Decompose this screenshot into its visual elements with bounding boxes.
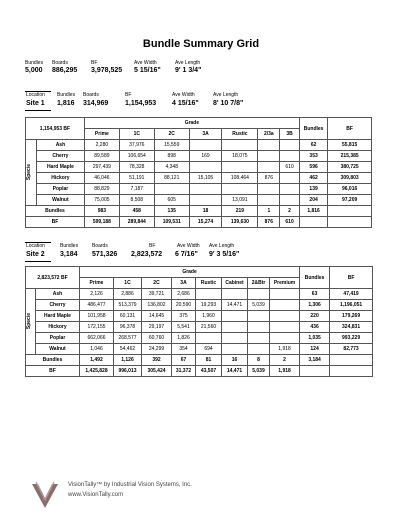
row-bf: 993,229 [330,333,373,344]
table-cell [280,195,300,206]
row-bundles: 436 [300,322,330,333]
table-row [26,322,373,333]
table-cell [189,162,222,173]
row-bf: 1,196,051 [330,300,373,311]
total-cell: 305,424 [142,366,172,377]
table-cell: 1,826 [172,333,196,344]
table-cell [189,184,222,195]
site-value-bf: 2,823,572 [131,251,163,258]
table-row [26,162,372,173]
footer-website-link[interactable]: www.VisionTally.com [68,492,124,498]
table-cell: 898 [154,151,189,162]
table-cell: 2,686 [172,289,196,300]
row-bundles: 1,035 [300,333,330,344]
row-bundles: 124 [300,344,330,355]
summary-label-bundles: Bundles [25,60,44,66]
table-row [26,311,373,322]
row-label: Cherry [36,300,80,311]
row-label: Hickory [36,173,84,184]
table-row [26,151,372,162]
table-row [26,173,372,184]
site-label-ave-length: Ave Length [209,243,235,249]
totals-bundles-row [26,355,373,366]
site-value-ave-width: 6 7/16" [175,251,198,258]
table-cell: 18,075 [222,151,258,162]
table-cell [222,162,258,173]
row-label: Hard Maple [36,162,84,173]
table-row [26,333,373,344]
total-cell: 219 [222,206,258,217]
table-cell: 4,348 [154,162,189,173]
row-bf: 179,269 [330,311,373,322]
summary-label-bf: BF [91,60,98,66]
summary-value-ave-length: 9' 1 3/4" [175,67,202,74]
total-cell: 876 [258,217,280,228]
site-2-grade-table [25,266,373,377]
table-cell [222,140,258,151]
row-bundles: 62 [299,140,327,151]
table-cell: 1,918 [270,344,300,355]
row-bundles: 139 [299,184,327,195]
site-1-grade-table [25,117,372,228]
table-cell [248,311,270,322]
table-cell: 513,379 [114,300,142,311]
grand-total-bundles: 3,184 [300,355,330,366]
grade-column-header: 2/3a [258,129,280,140]
site-label-bf: BF [125,92,132,98]
row-bf: 380,725 [328,162,372,173]
summary-label-ave-width: Ave Width [134,60,157,66]
site-label-boards: Boards [83,92,99,98]
table-cell [222,311,248,322]
table-cell: 19,293 [196,300,222,311]
site-label-bf: BF [149,243,156,249]
grade-column-header: 2&Btr [248,278,270,289]
grade-column-header: 1C [114,278,142,289]
table-cell: 21,560 [196,322,222,333]
total-cell: 2 [270,355,300,366]
table-cell [248,322,270,333]
table-cell: 7,187 [119,184,154,195]
summary-value-bf: 3,978,525 [91,67,123,74]
total-cell: 135 [154,206,189,217]
grade-column-header: Premium [270,278,300,289]
table-cell: 15,559 [154,140,189,151]
site-value-ave-width: 4 15/16" [172,100,199,107]
site-label-ave-width: Ave Width [177,243,200,249]
table-cell [270,289,300,300]
grade-column-header: 2C [142,278,172,289]
total-cell: 15,274 [189,217,222,228]
table-cell [270,311,300,322]
table-cell [222,344,248,355]
table-cell: 5,039 [248,300,270,311]
row-bf: 55,815 [328,140,372,151]
empty-cell [330,366,373,377]
grade-column-header: Cabinet [222,278,248,289]
summary-value-boards: 886,295 [52,67,78,74]
table-cell: 78,328 [119,162,154,173]
row-bundles: 1,306 [300,300,330,311]
total-cell: 458 [119,206,154,217]
table-corner-bf: 1,154,953 BF [26,118,85,140]
site-value-ave-length: 9' 3 5/16" [209,251,240,258]
bundles-header: Bundles [299,118,327,140]
totals-bf-row [26,217,372,228]
site-label-boards: Boards [92,243,108,249]
table-cell: 354 [172,344,196,355]
table-cell: 101,958 [80,311,114,322]
table-cell [280,151,300,162]
site-name: Site 1 [26,100,45,107]
table-cell: 60,131 [114,311,142,322]
total-cell: 1 [258,206,280,217]
table-cell [258,184,280,195]
total-cell: 18 [189,206,222,217]
table-row [26,289,373,300]
table-cell: 268,577 [114,333,142,344]
table-cell: 108,464 [222,173,258,184]
grade-header: Grade [84,118,299,129]
table-row [26,344,373,355]
total-cell: 610 [280,217,300,228]
bf-header: BF [330,267,373,289]
site-name: Site 2 [26,251,45,258]
summary-value-bundles: 5,000 [25,67,43,74]
empty-cell [328,206,372,217]
table-cell: 605 [154,195,189,206]
grade-column-header: 3A [189,129,222,140]
table-cell: 486,477 [80,300,114,311]
page-title: Bundle Summary Grid [142,38,260,50]
table-cell [154,184,189,195]
table-cell: 88,121 [154,173,189,184]
table-cell: 20,590 [172,300,196,311]
grade-header: Grade [80,267,300,278]
total-cell: 81 [196,355,222,366]
table-corner-bf: 2,823,572 BF [26,267,80,289]
total-cell: 983 [84,206,119,217]
grade-column-header: Prime [80,278,114,289]
table-cell [189,140,222,151]
table-cell [258,162,280,173]
empty-cell [328,217,372,228]
table-cell [248,333,270,344]
row-label: Bundles [26,206,85,217]
table-cell [270,333,300,344]
row-bundles: 63 [300,289,330,300]
row-bf: 97,209 [328,195,372,206]
site-label-ave-width: Ave Width [172,92,195,98]
grade-column-header: 3B [280,129,300,140]
table-cell: 60,760 [142,333,172,344]
grade-column-header: 1C [119,129,154,140]
grade-column-header: Rustic [196,278,222,289]
table-cell: 136,802 [142,300,172,311]
table-cell: 5,541 [172,322,196,333]
row-label: Walnut [36,344,80,355]
table-cell [280,184,300,195]
summary-label-boards: Boards [52,60,68,66]
row-bf: 96,016 [328,184,372,195]
table-cell: 662,066 [80,333,114,344]
location-label: Location [26,243,45,249]
row-bf: 82,773 [330,344,373,355]
total-cell: 2 [280,206,300,217]
visiontally-logo-icon [30,480,60,510]
table-cell: 51,191 [119,173,154,184]
row-label: BF [26,217,85,228]
footer-company: VisionTally™ by Industrial Vision Systems, Inc. [68,482,192,488]
row-label: Cherry [36,151,84,162]
table-cell [248,344,270,355]
table-cell: 14,645 [142,311,172,322]
row-bundles: 596 [299,162,327,173]
species-axis-label: Specie [26,289,36,355]
species-axis-label: Specie [26,140,37,206]
row-bundles: 353 [299,151,327,162]
table-row [26,140,372,151]
table-cell: 169 [189,151,222,162]
table-cell [196,333,222,344]
bundles-header: Bundles [300,267,330,289]
table-cell: 75,005 [84,195,119,206]
site-value-bundles: 3,184 [60,251,78,258]
totals-bundles-row [26,206,372,217]
table-cell: 46,046 [84,173,119,184]
total-cell: 1,918 [270,366,300,377]
table-cell: 610 [280,162,300,173]
table-cell: 375 [172,311,196,322]
grade-column-header: 2C [154,129,189,140]
row-bf: 309,803 [328,173,372,184]
table-cell [196,289,222,300]
row-label: Bundles [26,355,80,366]
total-cell: 996,013 [114,366,142,377]
location-label: Location [26,92,45,98]
table-cell [258,195,280,206]
table-cell [280,173,300,184]
table-cell: 96,378 [114,322,142,333]
total-cell: 16 [222,355,248,366]
table-cell: 106,654 [119,151,154,162]
table-cell [270,322,300,333]
total-cell: 14,471 [222,366,248,377]
row-bf: 324,831 [330,322,373,333]
table-cell: 2,280 [84,140,119,151]
table-cell: 15,105 [189,173,222,184]
site-value-boards: 314,969 [83,100,109,107]
site-value-ave-length: 8' 10 7/8" [213,100,244,107]
table-cell: 89,589 [84,151,119,162]
table-cell [189,195,222,206]
total-cell: 31,372 [172,366,196,377]
table-row [26,184,372,195]
site-label-bundles: Bundles [57,92,76,98]
table-cell: 694 [196,344,222,355]
site-label-bundles: Bundles [60,243,79,249]
table-cell: 39,721 [142,289,172,300]
table-cell: 876 [258,173,280,184]
table-cell: 14,471 [222,300,248,311]
table-cell: 1,046 [80,344,114,355]
row-bundles: 462 [299,173,327,184]
table-cell: 1,960 [196,311,222,322]
empty-cell [330,355,373,366]
site-value-boards: 571,326 [92,251,118,258]
row-label: Poplar [36,333,80,344]
table-cell: 24,299 [142,344,172,355]
table-row [26,300,373,311]
table-cell: 297,439 [84,162,119,173]
table-cell: 54,462 [114,344,142,355]
table-cell: 172,155 [80,322,114,333]
table-cell: 2,886 [114,289,142,300]
table-cell: 37,976 [119,140,154,151]
row-label: Walnut [36,195,84,206]
table-row [26,195,372,206]
total-cell: 1,425,828 [80,366,114,377]
grade-column-header: Prime [84,129,119,140]
total-cell: 43,507 [196,366,222,377]
table-cell [248,289,270,300]
table-cell: 29,197 [142,322,172,333]
total-cell: 5,039 [248,366,270,377]
empty-cell [300,366,330,377]
summary-label-ave-length: Ave Length [175,60,201,66]
row-bundles: 220 [300,311,330,322]
total-cell: 67 [172,355,196,366]
table-cell: 8,508 [119,195,154,206]
grand-total-bundles: 1,816 [299,206,327,217]
table-cell [280,140,300,151]
total-cell: 1,492 [80,355,114,366]
total-cell: 8 [248,355,270,366]
total-cell: 392 [142,355,172,366]
grade-column-header: 3A [172,278,196,289]
totals-bf-row [26,366,373,377]
row-bf: 47,419 [330,289,373,300]
table-cell [270,300,300,311]
empty-cell [299,217,327,228]
row-label: Ash [36,289,80,300]
table-cell [258,151,280,162]
table-cell [222,333,248,344]
table-cell [222,184,258,195]
total-cell: 1,126 [114,355,142,366]
table-cell: 13,091 [222,195,258,206]
row-label: Poplar [36,184,84,195]
grade-column-header: Rustic [222,129,258,140]
table-cell: 2,126 [80,289,114,300]
table-cell [222,322,248,333]
row-bundles: 204 [299,195,327,206]
site-value-bundles: 1,816 [57,100,75,107]
row-label: Hard Maple [36,311,80,322]
table-cell [258,140,280,151]
row-label: Hickory [36,322,80,333]
site-value-bf: 1,154,953 [125,100,157,107]
site-label-ave-length: Ave Length [213,92,239,98]
total-cell: 289,844 [119,217,154,228]
total-cell: 109,531 [154,217,189,228]
row-label: BF [26,366,80,377]
total-cell: 599,188 [84,217,119,228]
row-label: Ash [36,140,84,151]
row-bf: 215,385 [328,151,372,162]
bf-header: BF [328,118,372,140]
summary-value-ave-width: 5 15/16" [134,67,161,74]
total-cell: 139,630 [222,217,258,228]
table-cell [222,289,248,300]
table-cell: 88,829 [84,184,119,195]
